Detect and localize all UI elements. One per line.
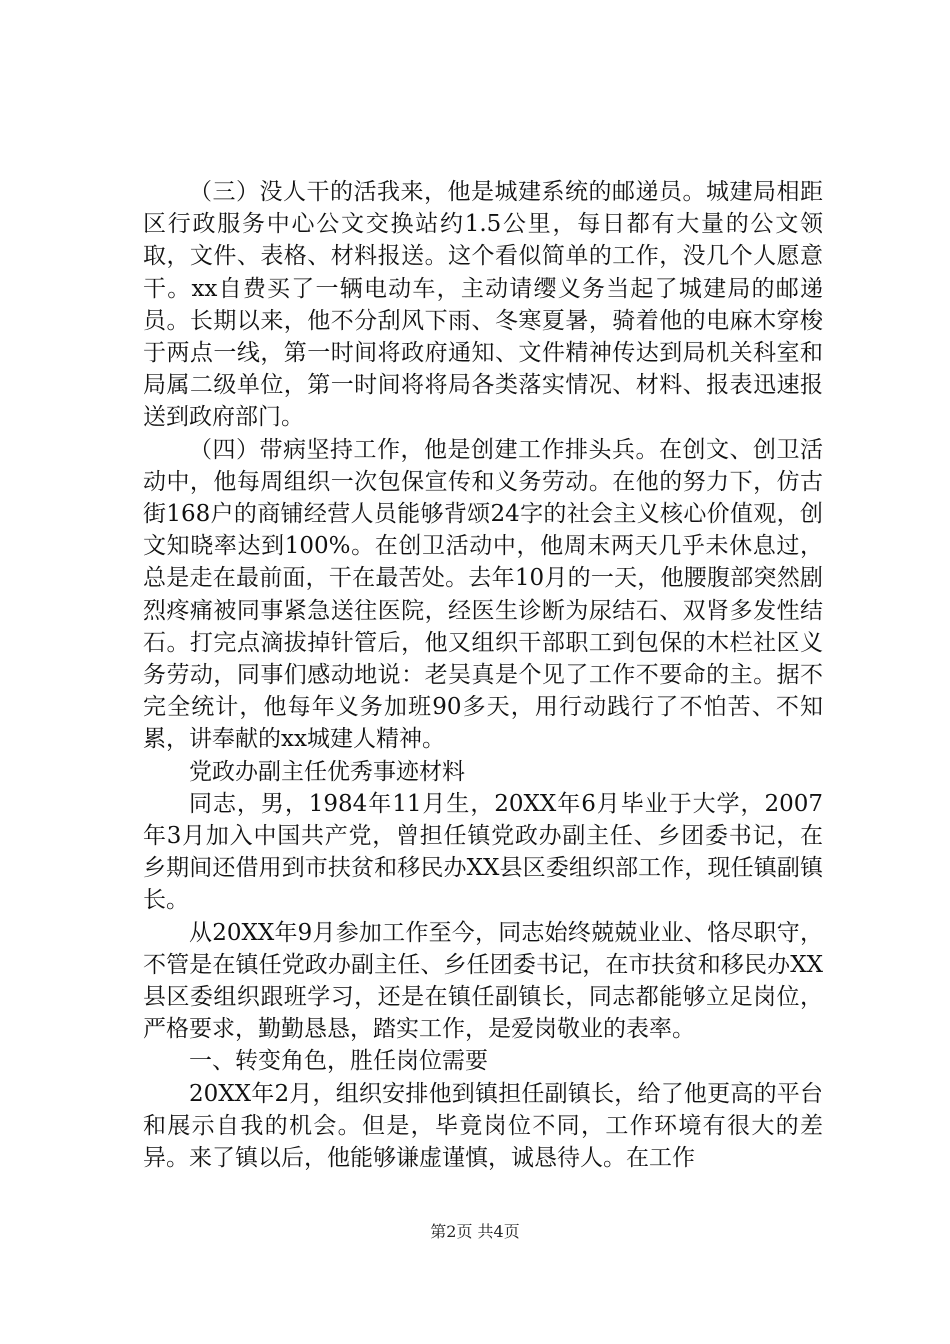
document-body — [143, 176, 823, 1174]
paragraph-role: 20XX年2月，组织安排他到镇担任副镇长，给了他更高的平台和展示自我的机会。但是，毕竟岗位不同，工作环境有很大的差异。来了镇以后，他能够谦虚谨慎，诚恳待人。在工作 — [143, 1080, 823, 1172]
section-title: 党政办副主任优秀事迹材料 — [189, 758, 465, 785]
paragraph-bio: 同志，男，1984年11月生，20XX年6月毕业于大学，2007年3月加入中国共产党，曾担任镇党政办副主任、乡团委书记，在乡期间还借用到市扶贫和移民办XX县区委组织部工作，现任镇副镇长。 — [143, 790, 823, 914]
paragraph-3-city-mail: （三）没人干的活我来，他是城建系统的邮递员。城建局相距区行政服务中心公文交换站约1.5公里，每日都有大量的公文领取，文件、表格、材料报送。这个看似简单的工作，没几个人愿意干。xx自费买了一辆电动车，主动请缨义务当起了城建局的邮递员。长期以来，他不分刮风下雨、冬寒夏暑，骑着他的电麻木穿梭于两点一线，第一时间将政府通知、文件精神传达到局机关科室和局属二级单位，第一时间将将局各类落实情况、材料、报表迅速报送到政府部门。 — [143, 179, 823, 431]
paragraph-career: 从20XX年9月参加工作至今，同志始终兢兢业业、恪尽职守，不管是在镇任党政办副主任、乡任团委书记，在市扶贫和移民办XX县区委组织跟班学习，还是在镇任副镇长，同志都能够立足岗位，严格要求，勤勤恳恳，踏实工作，是爱岗敬业的表率。 — [143, 919, 823, 1043]
page-footer: 第2页 共4页 — [430, 1222, 520, 1241]
subheading-role: 一、转变角色，胜任岗位需要 — [189, 1048, 488, 1075]
paragraph-4-sick-work: （四）带病坚持工作，他是创建工作排头兵。在创文、创卫活动中，他每周组织一次包保宣传和义务劳动。在他的努力下，仿古街168户的商铺经营人员能够背颂24字的社会主义核心价值观，创文知晓率达到100%。在创卫活动中，他周末两天几乎未休息过，总是走在最前面，干在最苦处。去年10月的一天，他腰腹部突然剧烈疼痛被同事紧急送往医院，经医生诊断为尿结石、双肾多发性结石。打完点滴拔掉针管后，他又组织干部职工到包保的木栏社区义务劳动，同事们感动地说：老吴真是个见了工作不要命的主。据不完全统计，他每年义务加班90多天，用行动践行了不怕苦、不知累，讲奉献的xx城建人精神。 — [143, 436, 823, 753]
